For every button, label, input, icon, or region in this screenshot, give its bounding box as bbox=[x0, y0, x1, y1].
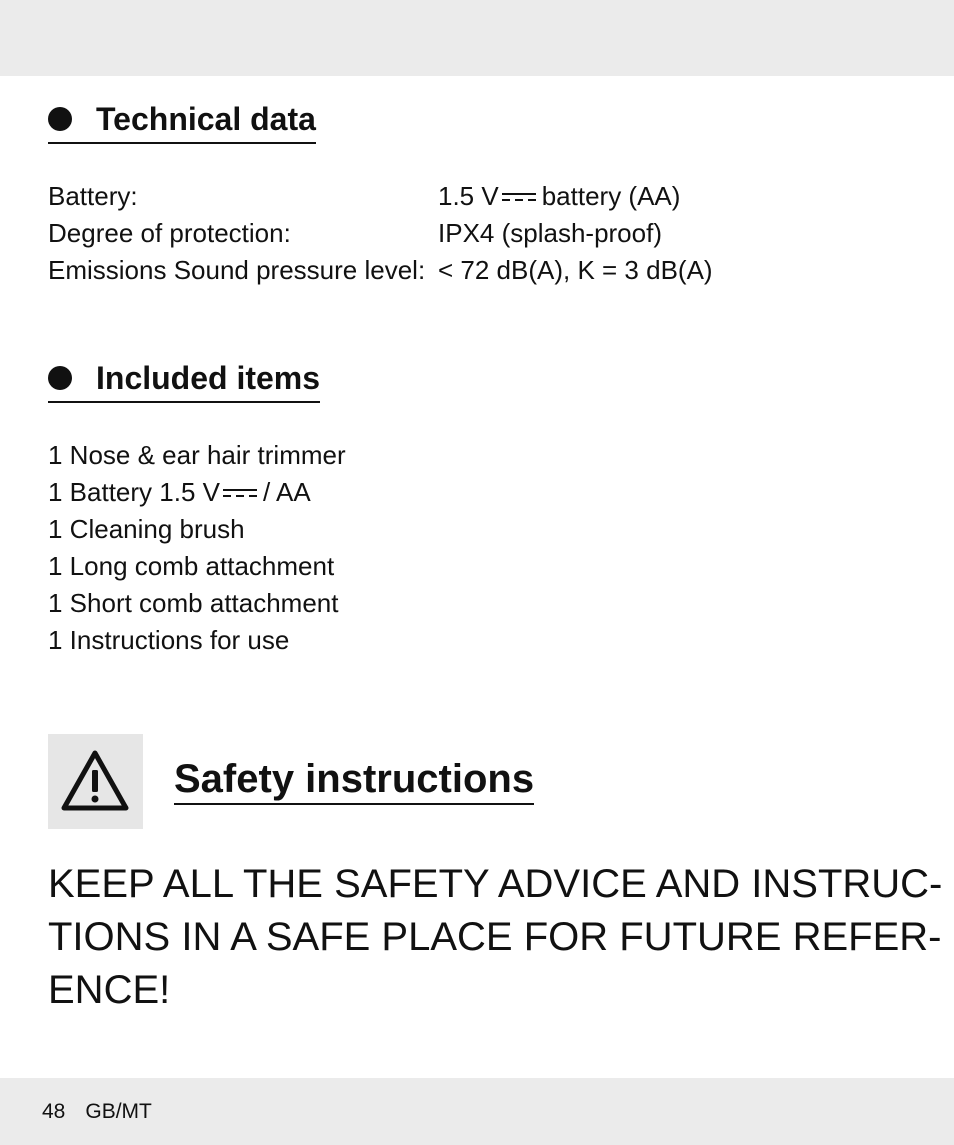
page-number: 48 bbox=[42, 1100, 66, 1123]
technical-data-heading bbox=[48, 100, 316, 144]
safety-notice-line: TIONS IN A SAFE PLACE FOR FUTURE REFER- bbox=[48, 915, 942, 959]
list-item: 1 Nose & ear hair trimmer bbox=[48, 440, 346, 470]
safety-notice-line: KEEP ALL THE SAFETY ADVICE AND INSTRUC- bbox=[48, 862, 943, 906]
list-item: 1 Cleaning brush bbox=[48, 514, 245, 544]
safety-notice-line: ENCE! bbox=[48, 968, 171, 1012]
language-code: GB/MT bbox=[85, 1100, 152, 1123]
warning-box bbox=[48, 734, 143, 829]
spec-value bbox=[438, 178, 680, 215]
spec-label: Degree of protection: bbox=[48, 218, 291, 248]
safety-notice bbox=[48, 858, 943, 1017]
spec-row-sound-pressure bbox=[48, 252, 713, 289]
list-item: 1 Short comb attachment bbox=[48, 588, 339, 618]
technical-data-table bbox=[48, 178, 713, 289]
included-items-list bbox=[48, 437, 346, 659]
warning-triangle-icon bbox=[60, 748, 130, 812]
spec-value: IPX4 (splash-proof) bbox=[438, 218, 662, 248]
spec-label: Battery: bbox=[48, 181, 138, 211]
spec-value: < 72 dB(A), K = 3 dB(A) bbox=[438, 255, 713, 285]
spec-row-battery bbox=[48, 178, 713, 215]
page-footer bbox=[42, 1097, 152, 1127]
bullet-icon bbox=[48, 107, 72, 131]
included-items-title: Included items bbox=[96, 360, 321, 396]
list-item: 1 Long comb attachment bbox=[48, 551, 335, 581]
direct-current-icon bbox=[502, 191, 536, 203]
spec-row-protection bbox=[48, 215, 713, 252]
top-band bbox=[0, 0, 954, 76]
list-item: 1 Instructions for use bbox=[48, 625, 290, 655]
list-item-text: 1 Battery 1.5 V bbox=[48, 477, 220, 507]
spec-label: Emissions Sound pressure level: bbox=[48, 255, 426, 285]
direct-current-icon bbox=[223, 487, 257, 499]
bullet-icon bbox=[48, 366, 72, 390]
technical-data-title: Technical data bbox=[96, 101, 316, 137]
list-item-text: / AA bbox=[262, 477, 311, 507]
included-items-heading bbox=[48, 359, 320, 403]
spec-value-voltage: 1.5 V bbox=[438, 181, 499, 211]
safety-instructions-title: Safety instructions bbox=[174, 756, 534, 805]
spec-value-battery-type: battery (AA) bbox=[541, 181, 681, 211]
list-item bbox=[48, 474, 346, 511]
